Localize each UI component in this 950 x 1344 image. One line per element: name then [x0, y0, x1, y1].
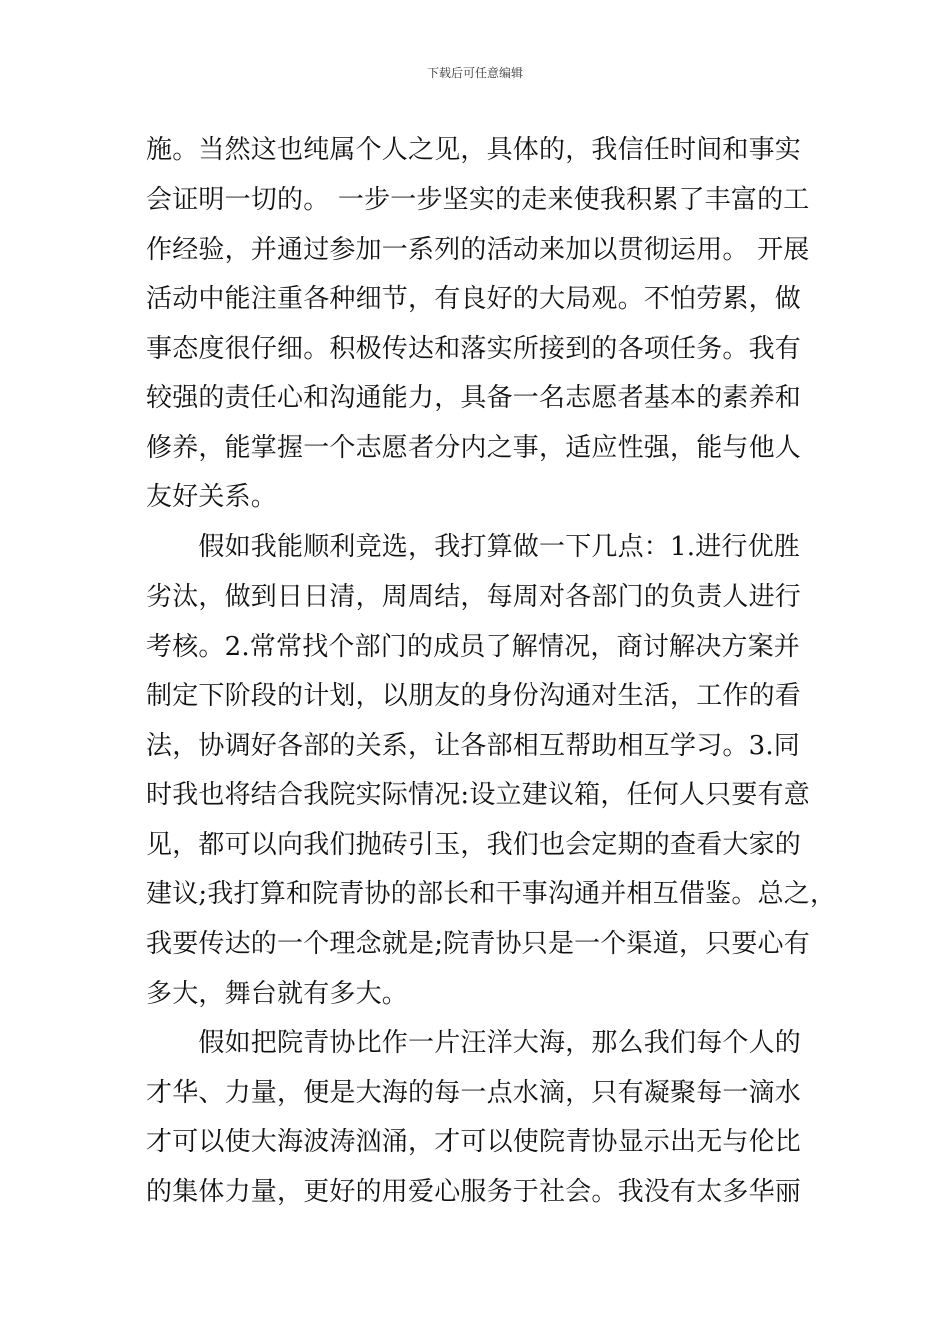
text-line: 制定下阶段的计划，以朋友的身份沟通对生活，工作的看 [146, 681, 802, 711]
text-line: 修养，能掌握一个志愿者分内之事，适应性强，能与他人 [146, 433, 802, 463]
text-line: 较强的责任心和沟通能力，具备一名志愿者基本的素养和 [146, 383, 802, 413]
text-line: 才可以使大海波涛汹涌，才可以使院青协显示出无与伦比 [146, 1127, 802, 1157]
text-line: 考核。2.常常找个部门的成员了解情况，商讨解决方案并 [146, 632, 801, 662]
text-line: 建议;我打算和院青协的部长和干事沟通并相互借鉴。总之， [146, 879, 837, 909]
text-line: 事态度很仔细。积极传达和落实所接到的各项任务。我有 [146, 334, 802, 364]
text-line: 作经验，并通过参加一系列的活动来加以贯彻运用。 开展 [146, 235, 810, 265]
text-line: 假如我能顺利竞选，我打算做一下几点：1.进行优胜 [146, 532, 801, 562]
text-line: 劣汰，做到日日清，周周结，每周对各部门的负责人进行 [146, 582, 802, 612]
text-line: 施。当然这也纯属个人之见，具体的，我信任时间和事实 [146, 135, 802, 165]
text-line: 时我也将结合我院实际情况:设立建议箱，任何人只要有意 [146, 780, 810, 810]
text-line: 多大，舞台就有多大。 [146, 979, 409, 1009]
text-line: 法，协调好各部的关系，让各部相互帮助相互学习。3.同 [146, 731, 801, 761]
text-line: 见，都可以向我们抛砖引玉，我们也会定期的查看大家的 [146, 830, 802, 860]
text-line: 活动中能注重各种细节，有良好的大局观。不怕劳累，做 [146, 284, 802, 314]
page-header: 下载后可任意编辑 [426, 66, 523, 80]
text-line: 的集体力量，更好的用爱心服务于社会。我没有太多华丽 [146, 1177, 802, 1207]
text-line: 我要传达的一个理念就是;院青协只是一个渠道，只要心有 [146, 929, 810, 959]
text-line: 会证明一切的。 一步一步坚实的走来使我积累了丰富的工 [146, 185, 810, 215]
text-line: 才华、力量，便是大海的每一点水滴，只有凝聚每一滴水 [146, 1078, 802, 1108]
text-line: 假如把院青协比作一片汪洋大海，那么我们每个人的 [146, 1028, 802, 1058]
text-line: 友好关系。 [146, 482, 278, 512]
